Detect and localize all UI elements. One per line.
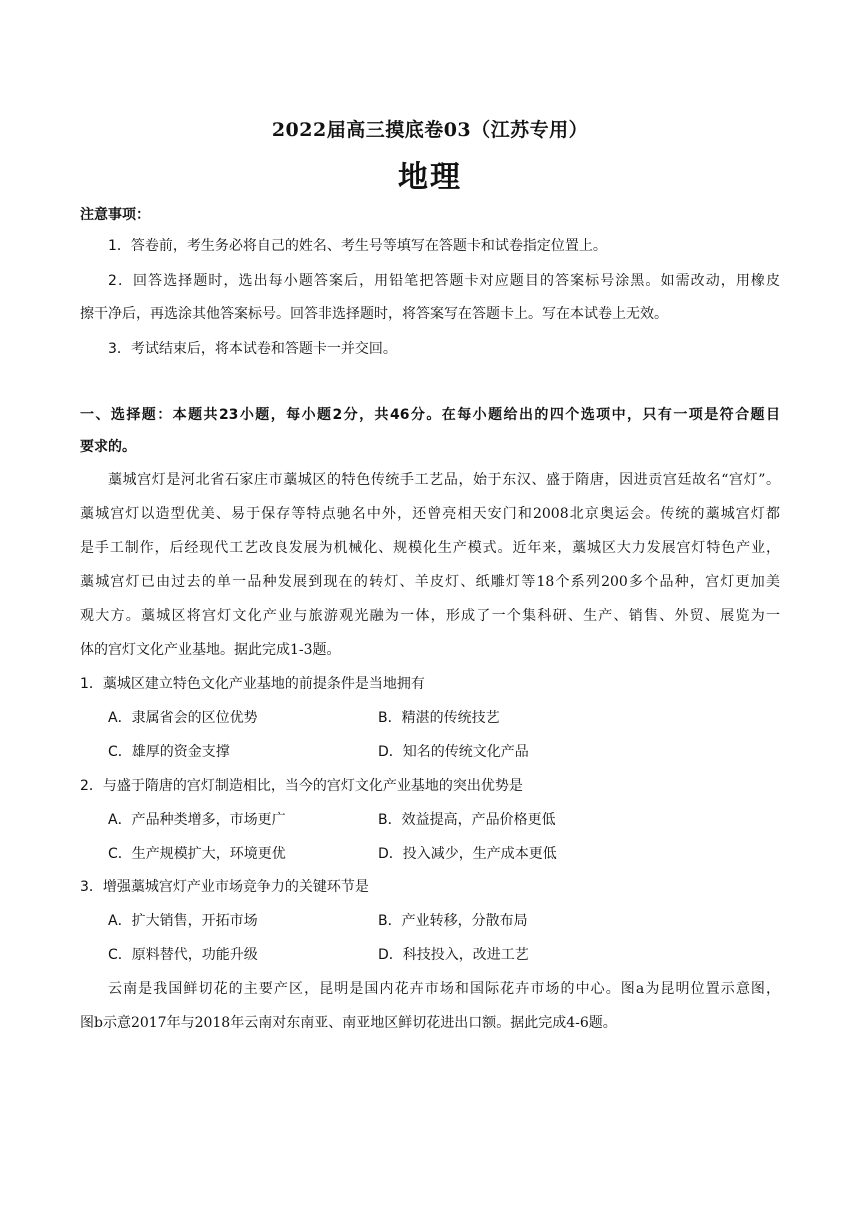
question-1-option-d: D．知名的传统文化产品 (378, 744, 529, 760)
question-2-stem: 2．与盛于隋唐的宫灯制造相比，当今的宫灯文化产业基地的突出优势是 (80, 778, 523, 794)
question-3-stem: 3．增强藁城宫灯产业市场竞争力的关键环节是 (80, 879, 369, 895)
question-3-option-c: C．原料替代，功能升级 (108, 947, 258, 963)
question-1-stem: 1．藁城区建立特色文化产业基地的前提条件是当地拥有 (80, 676, 425, 692)
question-1-option-c: C．雄厚的资金支撑 (108, 744, 230, 760)
section-1-heading-line-2: 要求的。 (80, 439, 136, 455)
passage-1-line: 藁城宫灯已由过去的单一品种发展到现在的转灯、羊皮灯、纸雕灯等18个系列200多个品种，宫灯更加美 (80, 574, 780, 590)
passage-1-line: 是手工制作，后经现代工艺改良发展为机械化、规模化生产模式。近年来，藁城区大力发展宫灯特色产业， (80, 540, 780, 556)
question-2-option-d: D．投入减少，生产成本更低 (378, 846, 557, 862)
section-1-heading-line-1: 一、选择题：本题共23小题，每小题2分，共46分。在每小题给出的四个选项中，只有一项是符合题目 (80, 407, 780, 423)
subject-title: 地理 (398, 160, 462, 195)
question-3-option-d: D．科技投入，改进工艺 (378, 947, 529, 963)
passage-2-line: 云南是我国鲜切花的主要产区，昆明是国内花卉市场和国际花卉市场的中心。图a为昆明位置示意图， (108, 981, 780, 997)
notice-item-2-line-2: 擦干净后，再选涂其他答案标号。回答非选择题时，将答案写在答题卡上。写在本试卷上无效。 (80, 306, 668, 322)
passage-1-line: 藁城宫灯以造型优美、易于保存等特点驰名中外，还曾亮相天安门和2008北京奥运会。传统的藁城宫灯都 (80, 506, 780, 522)
notice-item-2-line-1: 2．回答选择题时，选出每小题答案后，用铅笔把答题卡对应题目的答案标号涂黑。如需改动，用橡皮 (108, 273, 780, 289)
passage-1-line: 体的宫灯文化产业基地。据此完成1-3题。 (80, 642, 341, 658)
question-2-option-c: C．生产规模扩大，环境更优 (108, 846, 286, 862)
question-2-option-b: B．效益提高，产品价格更低 (378, 812, 556, 828)
question-3-option-b: B．产业转移，分散布局 (378, 913, 528, 929)
exam-title: 2022届高三摸底卷03（江苏专用） (271, 119, 589, 141)
notice-heading: 注意事项： (80, 207, 150, 223)
question-1-option-b: B．精湛的传统技艺 (378, 710, 500, 726)
question-2-option-a: A．产品种类增多，市场更广 (108, 812, 286, 828)
notice-item-3: 3．考试结束后，将本试卷和答题卡一并交回。 (108, 341, 397, 357)
notice-item-1: 1．答卷前，考生务必将自己的姓名、考生号等填写在答题卡和试卷指定位置上。 (108, 238, 607, 254)
question-3-option-a: A．扩大销售，开拓市场 (108, 913, 258, 929)
passage-1-line: 观大方。藁城区将宫灯文化产业与旅游观光融为一体，形成了一个集科研、生产、销售、外贸、展览为一 (80, 608, 780, 624)
passage-1-line: 藁城宫灯是河北省石家庄市藁城区的特色传统手工艺品，始于东汉、盛于隋唐，因进贡宫廷故名“宫灯”。 (108, 472, 780, 488)
passage-2-line: 图b示意2017年与2018年云南对东南亚、南亚地区鲜切花进出口额。据此完成4-6题。 (80, 1015, 617, 1031)
question-1-option-a: A．隶属省会的区位优势 (108, 710, 258, 726)
